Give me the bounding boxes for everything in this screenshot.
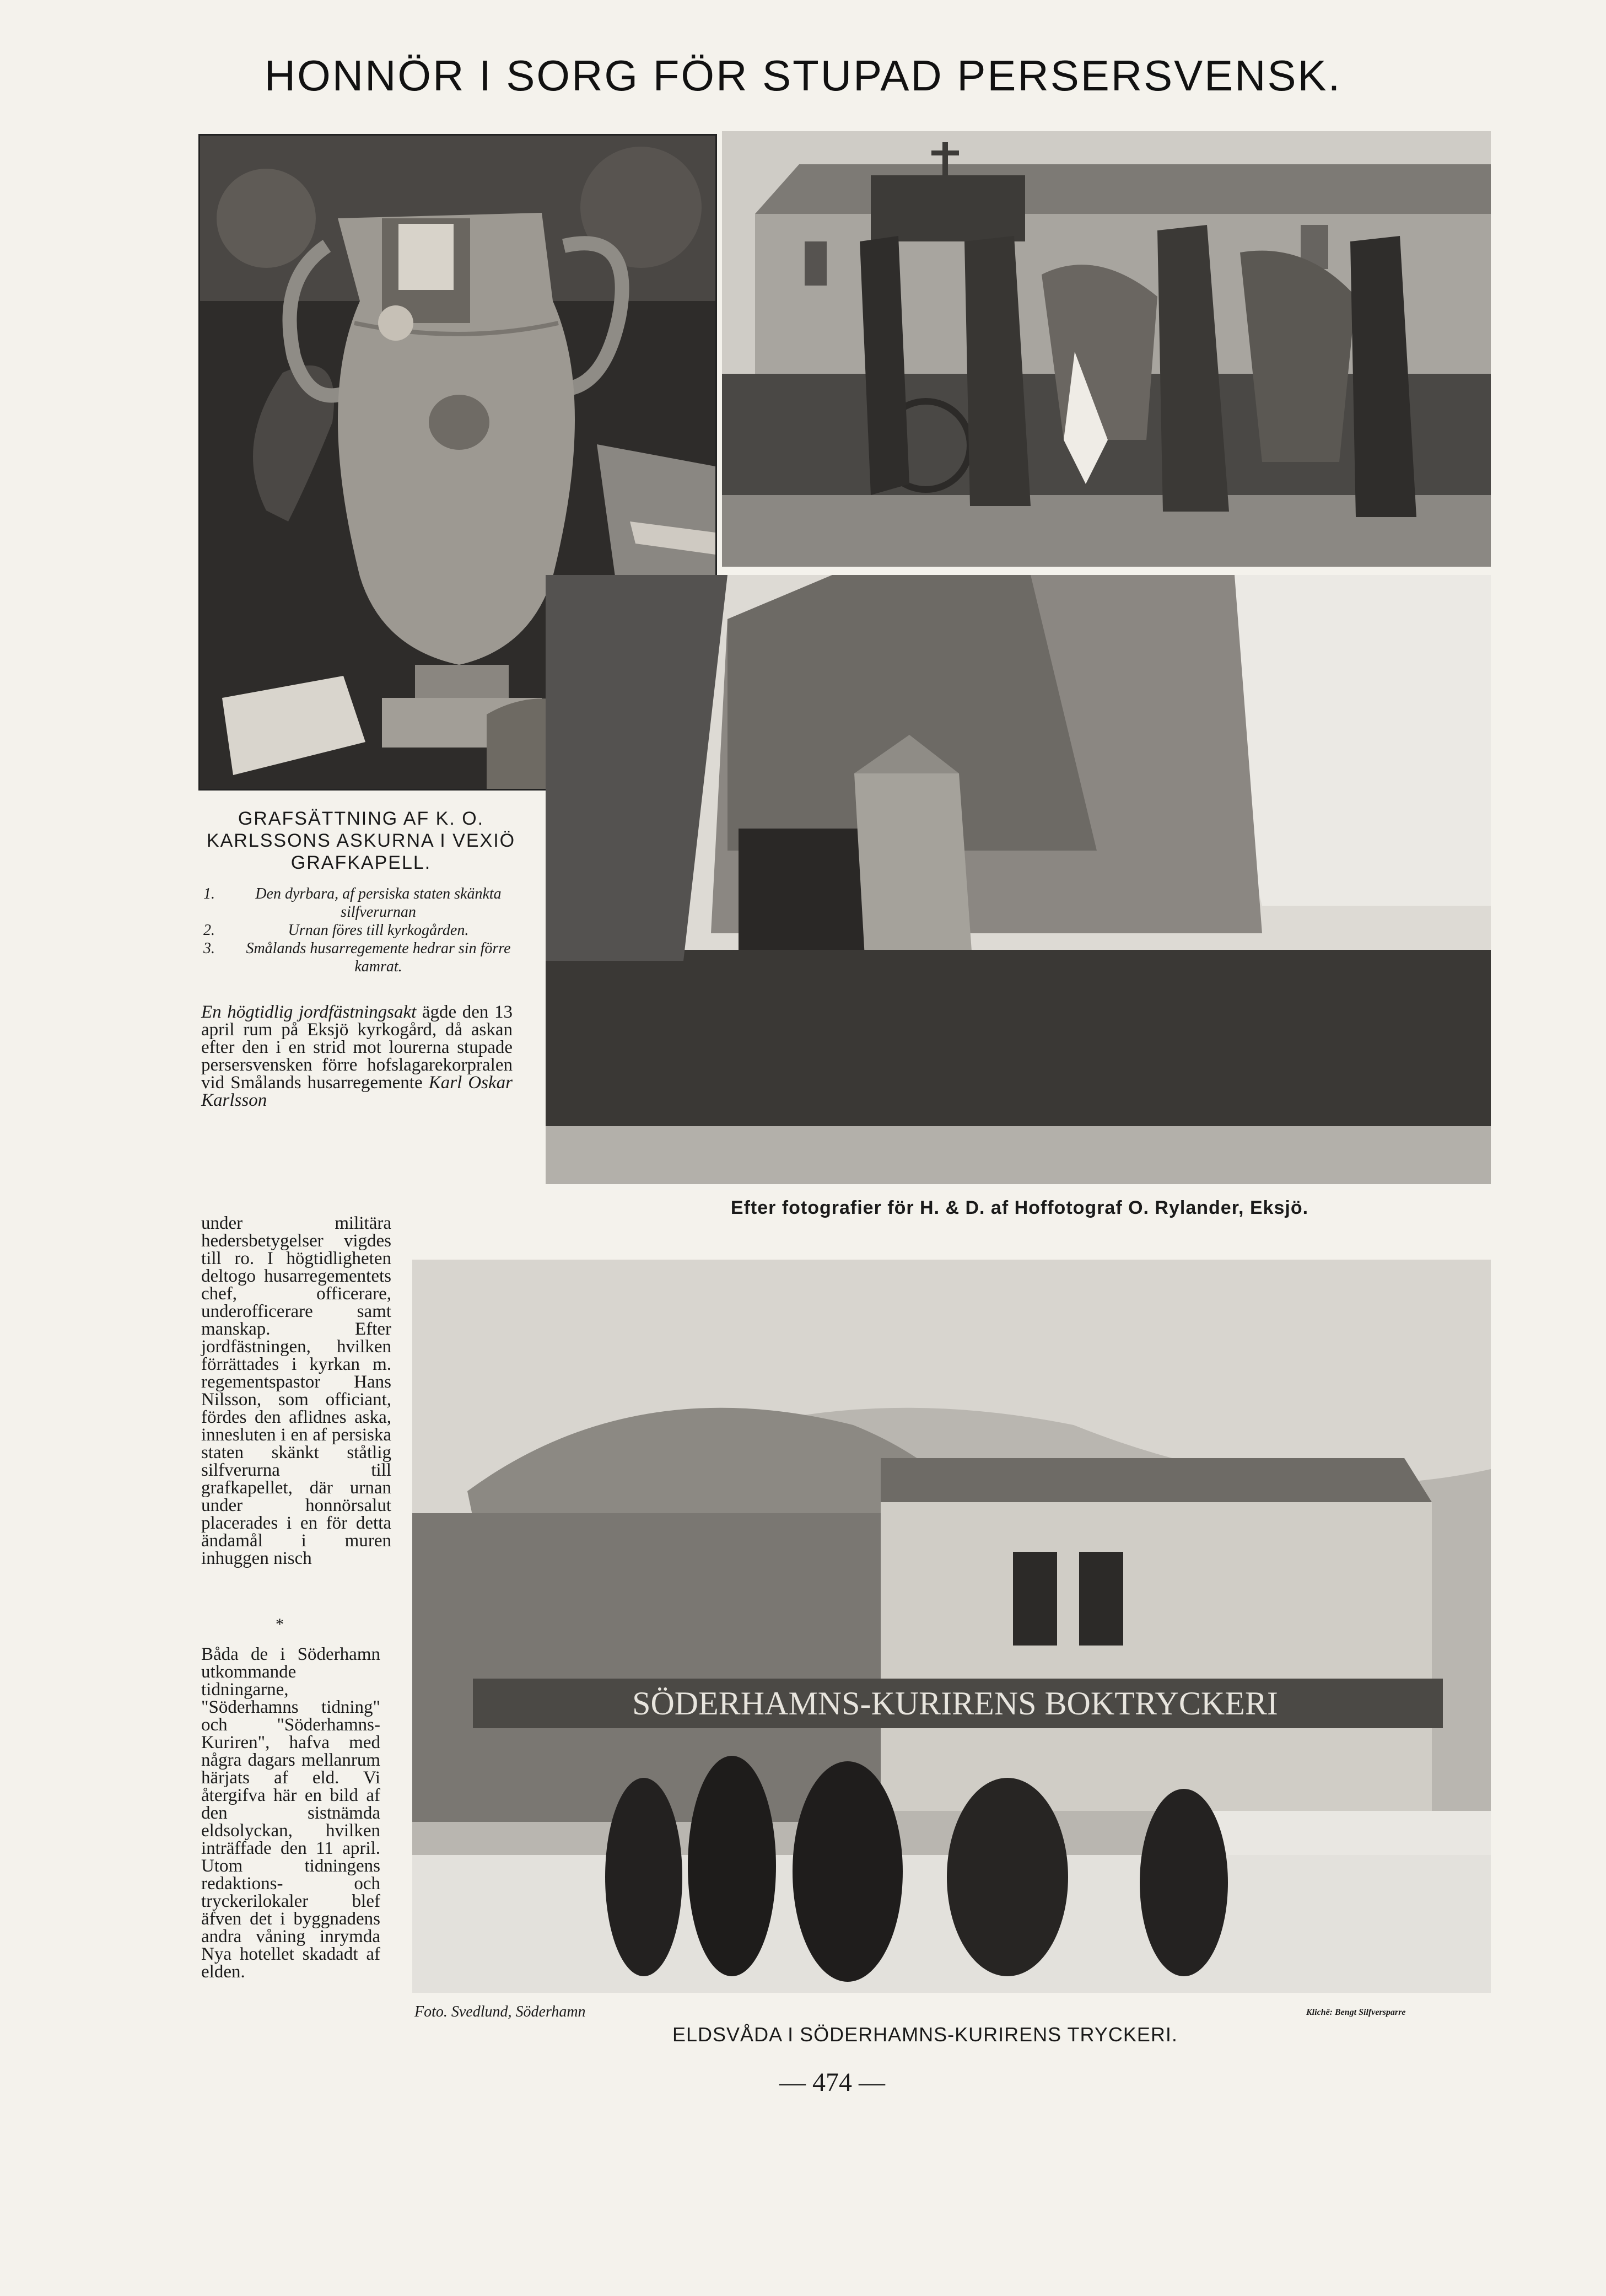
engraver-credit: Klichê: Bengt Silfversparre: [1306, 2008, 1406, 2017]
article-lead-phrase: En högtidlig jordfästningsakt: [201, 1002, 417, 1022]
article-fire: Båda de i Söderhamn utkommande tidningarne, "Söderhamns tidning" och "Söderhamns-Kuriren", hafva med några dagars mellanrum härjats af eld. Vi återgifva här en bild af den sistnämda eldsolyckan, hvilken inträffade den 11 april. Utom tidningens redaktions- och tryckerilokaler blef äfven det i byggnadens andra våning inrymda Nya hotellet skadadt af elden.: [201, 1644, 380, 1982]
caption-text: Urnan föres till kyrkogården.: [288, 922, 469, 939]
caption-item: [190, 885, 532, 921]
photo-fire: [412, 1260, 1491, 1993]
urn-caption-list: [190, 885, 532, 976]
caption-item: [190, 921, 532, 939]
caption-num: 1.: [203, 885, 215, 902]
fire-caption: ELDSVÅDA I SÖDERHAMNS-KURIRENS TRYCKERI.: [672, 2023, 1178, 2046]
fire-sign: SÖDERHAMNS-KURIRENS BOKTRYCKERI: [632, 1685, 1278, 1722]
photo-procession: [722, 131, 1491, 567]
caption-item: [190, 939, 532, 976]
caption-text: Den dyrbara, af persiska staten skänkta silfverurnan: [255, 885, 502, 921]
photo-hussars: [546, 575, 1491, 1184]
caption-num: 2.: [203, 922, 215, 939]
article-burial-body: under militära hedersbetygelser vigdes till ro. I högtidligheten deltogo husarregementets chef, officerare, underofficerare samt manskap. Efter jordfästningen, hvilken förrättades i kyrkan m. regementspastor Hans Nilsson, som officiant, fördes den aflidnes aska, innesluten i en af persiska staten skänkt ståtlig silfverurna till grafkapellet, där urnan under honnörsalut placerades i en för detta ändamål i muren inhuggen nisch: [201, 1213, 391, 1568]
page-number: — 474 —: [779, 2068, 885, 2097]
caption-text: Smålands husarregemente hedrar sin förre kamrat.: [246, 940, 511, 975]
section-separator: *: [276, 1615, 284, 1633]
page-title: HONNÖR I SORG FÖR STUPAD PERSERSVENSK.: [264, 51, 1342, 100]
article-burial-lead: [201, 1003, 513, 1109]
fire-photo-credit: Foto. Svedlund, Söderhamn: [414, 2003, 586, 2020]
urn-caption-heading: GRAFSÄTTNING AF K. O. KARLSSONS ASKURNA I VEXIÖ GRAFKAPELL.: [206, 808, 516, 873]
article-body-a: ägde den 13 april rum på Eksjö kyrkogård, då askan efter den i en strid mot lourerna stupade persersvensken förre hofslagarekorpralen vid Smålands husarregemente: [201, 1002, 513, 1093]
caption-num: 3.: [203, 940, 215, 957]
photo-credit: Efter fotografier för H. & D. af Hoffotograf O. Rylander, Eksjö.: [730, 1197, 1309, 1218]
article-person-name: Karl Oskar Karlsson: [201, 1073, 513, 1110]
